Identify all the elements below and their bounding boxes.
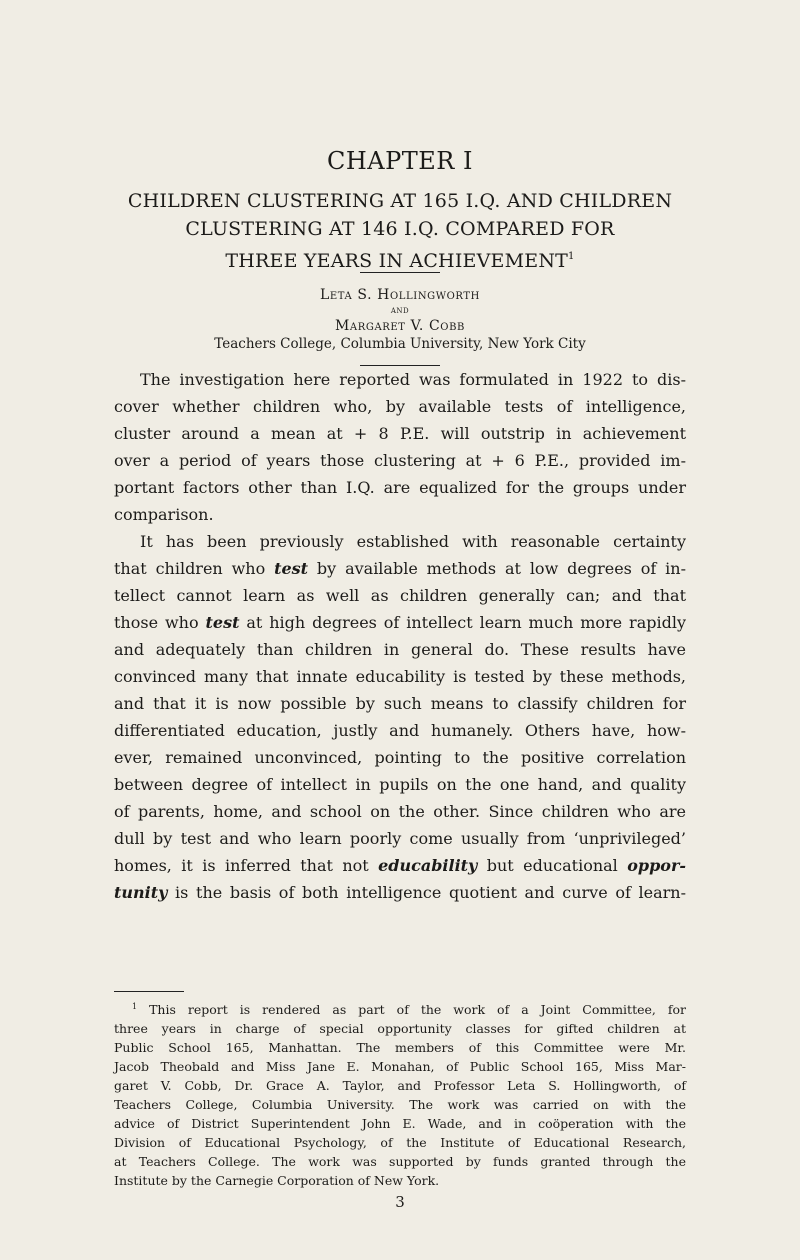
body-line: between degree of intellect in pupils on the one hand, and quality bbox=[114, 775, 686, 794]
text-run: This report is rendered as part of the work of a Joint Committee, for bbox=[149, 1002, 686, 1017]
body-line: and adequately than children in general do. These results have bbox=[114, 640, 686, 659]
body-line: The investigation here reported was formulated in 1922 to dis- bbox=[140, 370, 686, 389]
text-run: that children who bbox=[114, 559, 275, 578]
text-run: by available methods at low degrees of in- bbox=[308, 559, 686, 578]
body-line: of parents, home, and school on the other. Since children who are bbox=[114, 802, 686, 821]
text-run: those who bbox=[114, 613, 206, 632]
footnote-line: Institute by the Carnegie Corporation of New York. bbox=[114, 1173, 440, 1188]
text-run: at high degrees of intellect learn much more rapidly bbox=[239, 613, 686, 632]
page-number: 3 bbox=[395, 1193, 405, 1211]
title-line-2: CLUSTERING AT 146 I.Q. COMPARED FOR bbox=[185, 218, 615, 240]
footnote-line: Public School 165, Manhattan. The members of this Committee were Mr. bbox=[114, 1040, 686, 1055]
body-line: dull by test and who learn poorly come usually from ‘unprivileged’ bbox=[114, 829, 686, 848]
emphasis-opportunity-cont: tunity bbox=[114, 883, 168, 902]
body-line bbox=[114, 555, 686, 582]
body-line: It has been previously established with reasonable certainty bbox=[140, 532, 686, 551]
body-line: portant factors other than I.Q. are equalized for the groups under bbox=[114, 478, 686, 497]
body-line: comparison. bbox=[114, 505, 214, 524]
affiliation: Teachers College, Columbia University, New York City bbox=[214, 336, 586, 352]
title-line-1: CHILDREN CLUSTERING AT 165 I.Q. AND CHILDREN bbox=[127, 190, 673, 212]
body-line bbox=[114, 852, 686, 879]
body-line: ever, remained unconvinced, pointing to the positive correlation bbox=[114, 748, 686, 767]
text-run: but educational bbox=[477, 856, 628, 875]
body-line: cluster around a mean at + 8 P.E. will outstrip in achievement bbox=[114, 424, 686, 443]
body-text bbox=[114, 366, 686, 906]
footnote-line: at Teachers College. The work was supported by funds granted through the bbox=[114, 1154, 686, 1169]
body-line: over a period of years those clustering at + 6 P.E., provided im- bbox=[114, 451, 686, 470]
title-divider bbox=[360, 272, 440, 273]
chapter-title bbox=[0, 187, 800, 275]
author-1: Leta S. Hollingworth bbox=[320, 287, 480, 303]
footnote-line: advice of District Superintendent John E. Wade, and in coöperation with the bbox=[114, 1116, 686, 1131]
footnote-line: three years in charge of special opportunity classes for gifted children at bbox=[114, 1021, 686, 1036]
chapter-heading: CHAPTER I bbox=[327, 147, 473, 175]
body-line: tellect cannot learn as well as children generally can; and that bbox=[114, 586, 686, 605]
footnote-line: Division of Educational Psychology, of the Institute of Educational Research, bbox=[114, 1135, 686, 1150]
footnote bbox=[114, 997, 686, 1190]
author-conjunction: and bbox=[390, 305, 410, 316]
footnote-line: Teachers College, Columbia University. The work was carried on with the bbox=[114, 1097, 686, 1112]
title-line-3 bbox=[0, 243, 800, 275]
title-line-3-text: THREE YEARS IN ACHIEVEMENT bbox=[225, 250, 569, 272]
footnote-marker: 1 bbox=[132, 1002, 138, 1011]
body-line: and that it is now possible by such means to classify children for bbox=[114, 694, 686, 713]
footnote-line: Jacob Theobald and Miss Jane E. Monahan, of Public School 165, Miss Mar- bbox=[114, 1059, 686, 1074]
footnote-divider bbox=[114, 991, 184, 992]
body-line: cover whether children who, by available tests of intelligence, bbox=[114, 397, 686, 416]
emphasis-test: test bbox=[205, 613, 240, 632]
footnote-line bbox=[114, 997, 686, 1019]
author-2: Margaret V. Cobb bbox=[334, 318, 466, 334]
body-line bbox=[114, 879, 686, 906]
footnote-line: garet V. Cobb, Dr. Grace A. Taylor, and Professor Leta S. Hollingworth, of bbox=[114, 1078, 686, 1093]
body-line bbox=[114, 609, 686, 636]
text-run: is the basis of both intelligence quotient and curve of learn- bbox=[167, 883, 686, 902]
title-footnote-marker: 1 bbox=[568, 251, 575, 262]
emphasis-educability: educability bbox=[378, 856, 478, 875]
text-run: homes, it is inferred that not bbox=[114, 856, 379, 875]
body-line: differentiated education, justly and humanely. Others have, how- bbox=[114, 721, 686, 740]
emphasis-opportunity: oppor- bbox=[627, 856, 687, 875]
body-line: convinced many that innate educability is tested by these methods, bbox=[114, 667, 686, 686]
emphasis-test: test bbox=[274, 559, 309, 578]
